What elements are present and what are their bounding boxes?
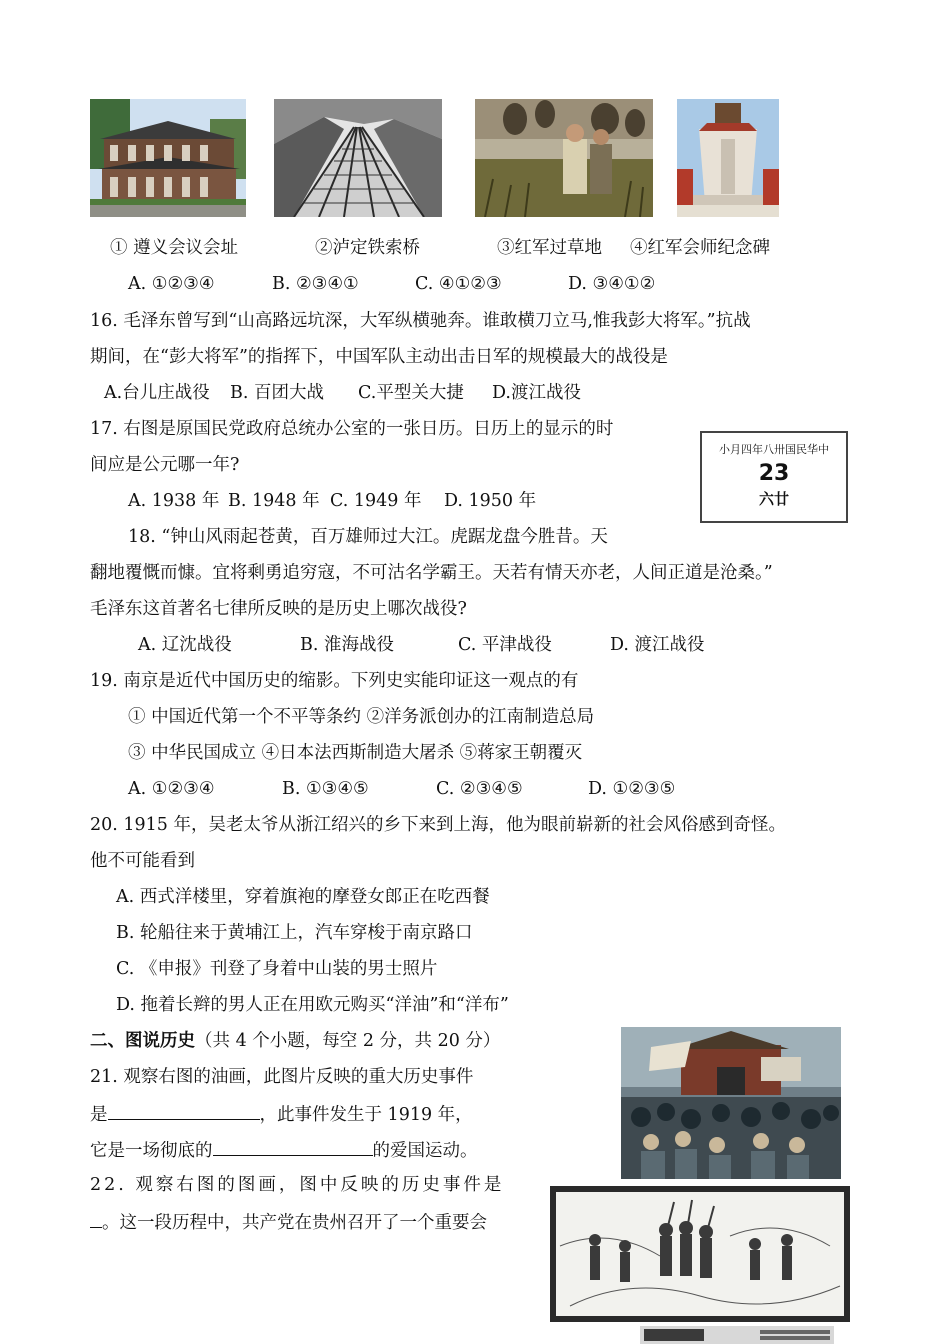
caption-luding: ②泸定铁索桥 <box>315 238 420 258</box>
q20-option-c: C. 《申报》刊登了身着中山装的男士照片 <box>116 959 438 979</box>
q17-option-b: B. 1948 年 <box>228 491 320 511</box>
q19-items2: ③ 中华民国成立 ④日本法西斯制造大屠杀 ⑤蒋家王朝覆灭 <box>128 743 583 763</box>
q15-option-b: B. ②③④① <box>272 274 359 294</box>
q21-line3 <box>90 1137 478 1163</box>
q16-option-d: D.渡江战役 <box>492 383 581 403</box>
q16-option-c: C.平型关大捷 <box>358 383 464 403</box>
calendar-top-text: 小月四年八卅国民华中 <box>719 443 829 456</box>
q16-line2: 期间，在“彭大将军”的指挥下，中国军队主动出击日军的规模最大的战役是 <box>90 347 668 367</box>
q18-option-d: D. 渡江战役 <box>610 635 705 655</box>
q22-line2 <box>90 1209 487 1235</box>
q21-line3-suffix: 的爱国运动。 <box>372 1141 478 1161</box>
may-fourth-oil-painting <box>621 1027 841 1179</box>
q18-line1: 18. “钟山风雨起苍黄，百万雄师过大江。虎踞龙盘今胜昔。天 <box>128 527 608 547</box>
q16-option-b: B. 百团大战 <box>230 383 324 403</box>
q19-option-b: B. ①③④⑤ <box>282 779 369 799</box>
q21-line2 <box>90 1101 473 1127</box>
q17-option-a: A. 1938 年 <box>128 491 220 511</box>
caption-grassland: ③红军过草地 <box>497 238 602 258</box>
q18-option-a: A. 辽沈战役 <box>138 635 232 655</box>
calendar-image <box>700 431 848 523</box>
q21-line2-suffix: ，此事件发生于 1919 年， <box>259 1105 473 1125</box>
q16-line1: 16. 毛泽东曾写到“山高路远坑深，大军纵横驰奔。谁敢横刀立马,惟我彭大将军。”抗战 <box>90 311 751 331</box>
q22-line1: 22. 观察右图的图画，图中反映的历史事件是 <box>90 1175 505 1195</box>
q20-line1: 20. 1915 年，吴老太爷从浙江绍兴的乡下来到上海，他为眼前崭新的社会风俗感到奇怪。 <box>90 815 786 835</box>
q19-option-d: D. ①②③⑤ <box>588 779 676 799</box>
q19-line1: 19. 南京是近代中国历史的缩影。下列史实能印证这一观点的有 <box>90 671 579 691</box>
caption-monument: ④红军会师纪念碑 <box>630 238 770 258</box>
q18-line2: 翻地覆慨而慷。宜将剩勇追穷寇，不可沽名学霸王。天若有情天亦老，人间正道是沧桑。” <box>90 563 773 583</box>
q21-line2-prefix: 是 <box>90 1105 108 1125</box>
q21-blank-nature[interactable] <box>213 1137 373 1156</box>
q20-option-a: A. 西式洋楼里，穿着旗袍的摩登女郎正在吃西餐 <box>116 887 490 907</box>
newspaper-clipping <box>640 1326 834 1344</box>
q19-option-c: C. ②③④⑤ <box>436 779 523 799</box>
calendar-day: 23 <box>758 461 790 486</box>
q20-line2: 他不可能看到 <box>90 851 195 871</box>
q22-blank-event[interactable] <box>90 1209 102 1228</box>
red-army-reunion-monument-photo <box>677 99 779 217</box>
red-army-grassland-painting <box>475 99 653 217</box>
q19-items1: ① 中国近代第一个不平等条约 ②洋务派创办的江南制造总局 <box>128 707 595 727</box>
calendar-bottom-text: 六廿 <box>758 490 789 508</box>
q16-option-a: A.台儿庄战役 <box>104 383 210 403</box>
q17-option-c: C. 1949 年 <box>330 491 422 511</box>
q20-option-d: D. 拖着长辫的男人正在用欧元购买“洋油”和“洋布” <box>116 995 509 1015</box>
q17-line1: 17. 右图是原国民党政府总统办公室的一张日历。日历上的显示的时 <box>90 419 614 439</box>
section2-heading <box>90 1029 500 1053</box>
q15-option-d: D. ③④①② <box>568 274 656 294</box>
long-march-sketch <box>550 1186 850 1322</box>
q20-option-b: B. 轮船往来于黄埔江上，汽车穿梭于南京路口 <box>116 923 473 943</box>
q17-option-d: D. 1950 年 <box>444 491 537 511</box>
q19-option-a: A. ①②③④ <box>128 779 215 799</box>
q18-option-b: B. 淮海战役 <box>300 635 394 655</box>
section2-title: 二、图说历史 <box>90 1031 195 1051</box>
zunyi-meeting-site-photo <box>90 99 246 217</box>
q18-option-c: C. 平津战役 <box>458 635 552 655</box>
q21-line3-prefix: 它是一场彻底的 <box>90 1141 213 1161</box>
q22-line2-text: 。这一段历程中，共产党在贵州召开了一个重要会 <box>102 1213 487 1233</box>
q15-option-a: A. ①②③④ <box>128 274 215 294</box>
luding-bridge-photo <box>274 99 442 217</box>
section2-note: （共 4 个小题，每空 2 分，共 20 分） <box>195 1031 501 1051</box>
q18-line3: 毛泽东这首著名七律所反映的是历史上哪次战役? <box>90 599 467 619</box>
caption-zunyi: ① 遵义会议会址 <box>110 238 239 258</box>
q15-option-c: C. ④①②③ <box>415 274 502 294</box>
q21-line1: 21. 观察右图的油画，此图片反映的重大历史事件 <box>90 1067 474 1087</box>
q17-line2: 间应是公元哪一年? <box>90 455 240 475</box>
q21-blank-event[interactable] <box>108 1101 260 1120</box>
